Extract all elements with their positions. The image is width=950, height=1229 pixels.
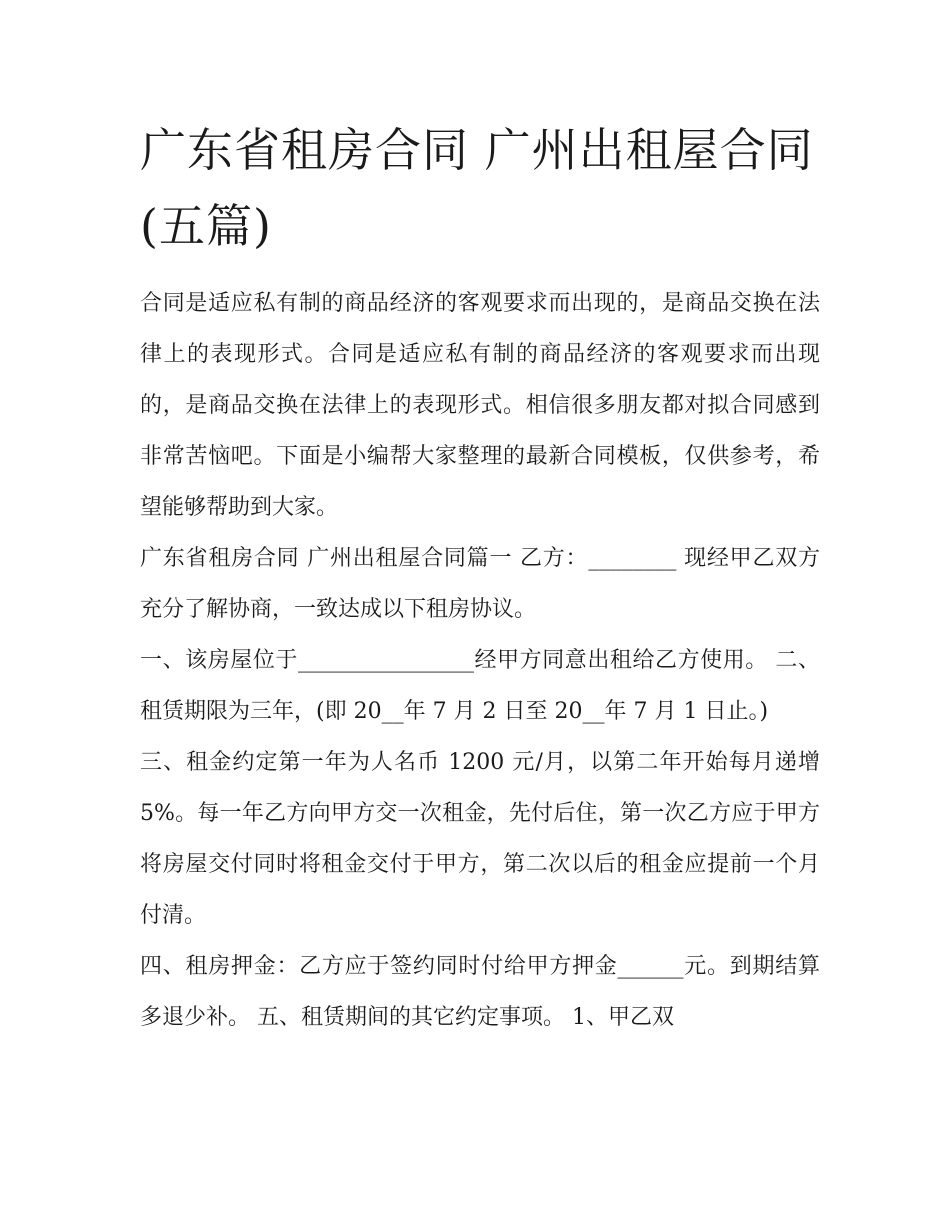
document-page: [140, 112, 820, 1043]
paragraph-intro: 合同是适应私有制的商品经济的客观要求而出现的，是商品交换在法律上的表现形式。合同是适应私有制的商品经济的客观要求而出现的，是商品交换在法律上的表现形式。相信很多朋友都对拟合同感到非常苦恼吧。下面是小编帮大家整理的最新合同模板，仅供参考，希望能够帮助到大家。: [140, 291, 820, 520]
document-title: 广东省租房合同 广州出租屋合同(五篇): [140, 123, 814, 253]
paragraph-part-1: 广东省租房合同 广州出租屋合同篇一 乙方：________ 现经甲乙双方充分了解协商，一致达成以下租房协议。: [140, 546, 820, 622]
paragraph-clause-4-5: 四、租房押金：乙方应于签约同时付给甲方押金______元。到期结算多退少补。 五、租赁期间的其它约定事项。 1、甲乙双: [140, 954, 820, 1030]
paragraph-clause-1-2: 一、该房屋位于________________经甲方同意出租给乙方使用。 二、租赁期限为三年，(即 20__年 7 月 2 日至 20__年 7 月 1 日止。): [140, 648, 820, 724]
paragraph-clause-3: 三、租金约定第一年为人名币 1200 元/月，以第二年开始每月递增 5%。每一年乙方向甲方交一次租金，先付后住，第一次乙方应于甲方将房屋交付同时将租金交付于甲方，第二次以后的租金应提前一个月付清。: [140, 750, 820, 928]
